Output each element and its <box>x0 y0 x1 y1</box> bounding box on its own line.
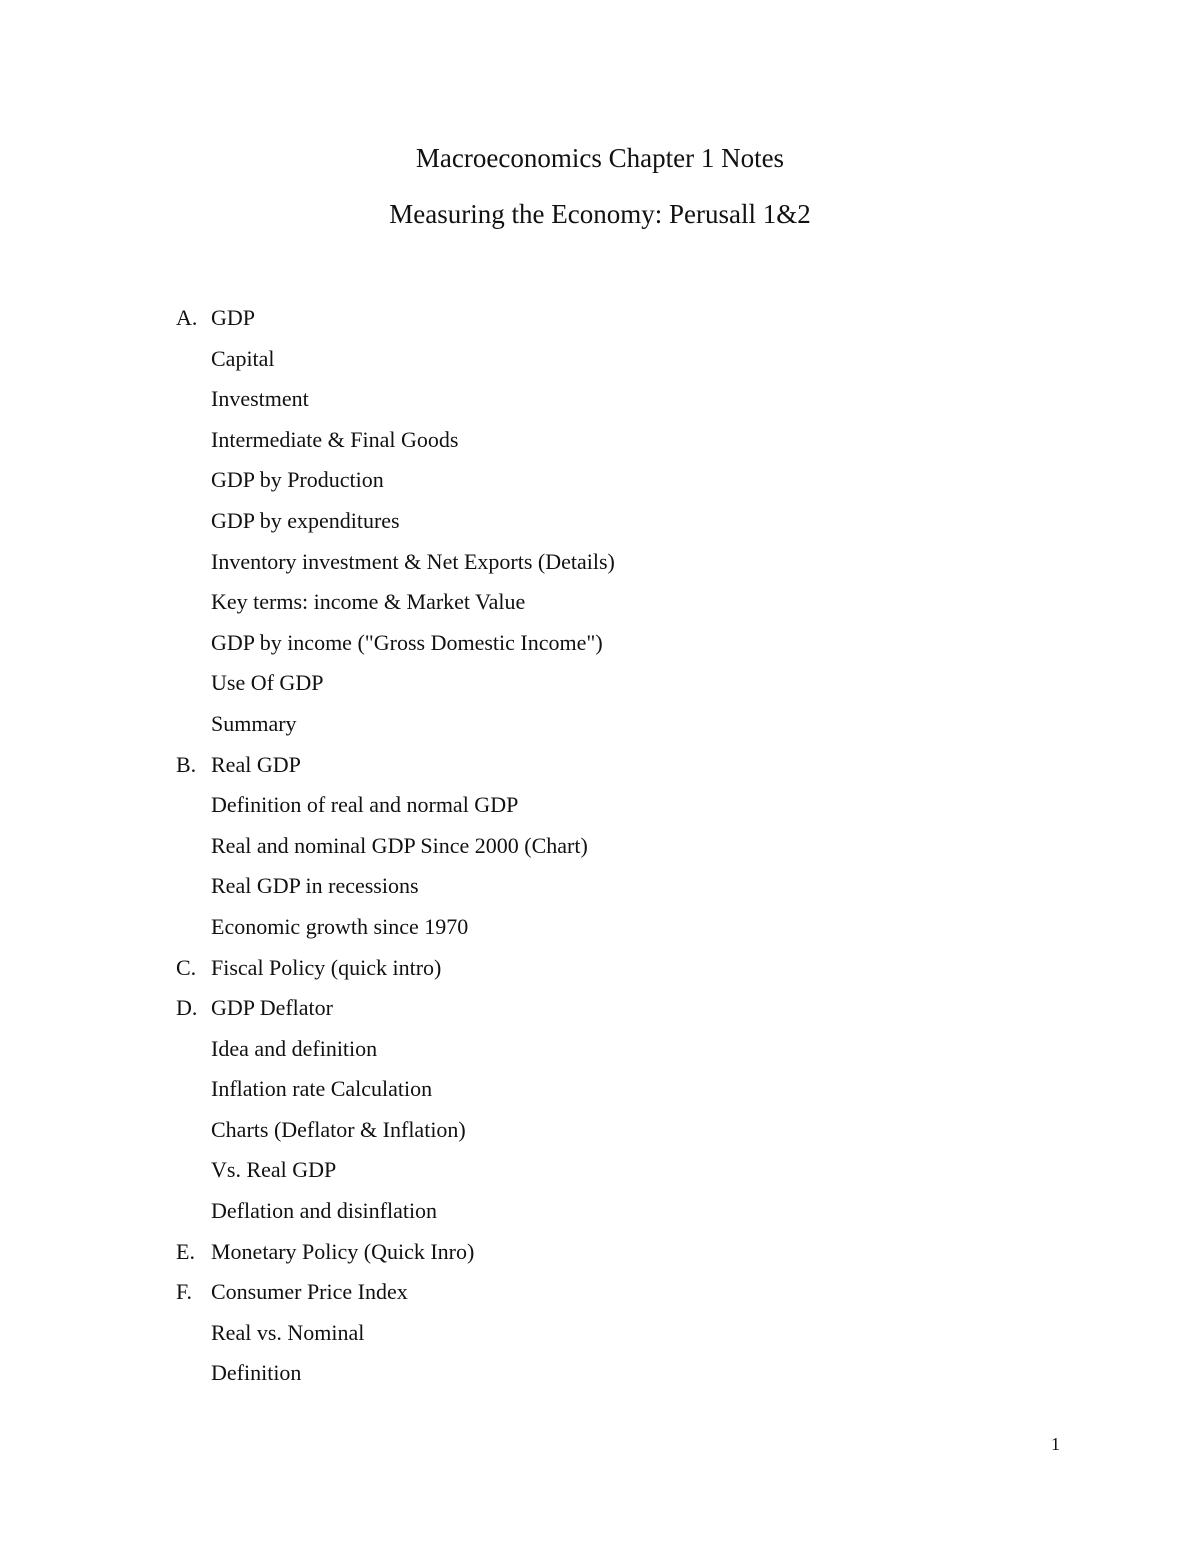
section-heading: GDP <box>211 305 256 330</box>
subtopic-text: Intermediate & Final Goods <box>211 426 459 452</box>
outline-marker: E. <box>176 1238 195 1264</box>
section-heading: Real GDP <box>211 751 301 777</box>
outline-section <box>0 749 1200 790</box>
subtopic-text: Key terms: income & Market Value <box>211 589 526 615</box>
outline-item <box>0 424 1200 465</box>
outline-item <box>0 586 1200 627</box>
outline-section <box>0 1276 1200 1317</box>
section-heading: GDP Deflator <box>211 995 333 1021</box>
subtopic-text: Use Of GDP <box>211 670 324 696</box>
subtopic-text: Vs. Real GDP <box>211 1157 337 1183</box>
subtopic-text: Charts (Deflator & Inflation) <box>211 1116 466 1142</box>
subtopic-text: Inflation rate Calculation <box>211 1076 433 1102</box>
outline-marker: F. <box>176 1279 192 1305</box>
subtopic-text: Deflation and disinflation <box>211 1198 438 1224</box>
outline-item <box>0 1154 1200 1195</box>
document-title: Macroeconomics Chapter 1 Notes <box>415 143 785 173</box>
subtopic-text: Real GDP in recessions <box>211 873 419 899</box>
outline-section <box>0 302 1200 343</box>
subtopic-text: Definition of real and normal GDP <box>211 792 519 818</box>
document-subtitle: Measuring the Economy: Perusall 1&2 <box>389 199 811 229</box>
outline-list <box>0 302 1200 1398</box>
outline-item <box>0 464 1200 505</box>
subtopic-text: Economic growth since 1970 <box>211 913 469 939</box>
outline-marker: D. <box>176 995 198 1021</box>
outline-item <box>0 1073 1200 1114</box>
outline-section <box>0 952 1200 993</box>
outline-item <box>0 789 1200 830</box>
outline-item <box>0 1114 1200 1155</box>
outline-marker: C. <box>176 954 197 980</box>
subtopic-text: Investment <box>211 386 309 412</box>
subtopic-text: Capital <box>211 345 275 371</box>
subtopic-text: GDP by income ("Gross Domestic Income") <box>211 629 603 655</box>
subtopic-text: Inventory investment & Net Exports (Details) <box>211 548 615 574</box>
outline-item <box>0 383 1200 424</box>
outline-item <box>0 870 1200 911</box>
outline-section <box>0 1236 1200 1277</box>
outline-item <box>0 1357 1200 1398</box>
subtopic-text: Idea and definition <box>211 1035 378 1061</box>
outline-item <box>0 1033 1200 1074</box>
outline-item <box>0 505 1200 546</box>
subtopic-text: GDP by Production <box>211 467 384 493</box>
outline-marker: B. <box>176 751 197 777</box>
outline-item <box>0 830 1200 871</box>
subtopic-text: Real and nominal GDP Since 2000 (Chart) <box>211 832 588 858</box>
outline-item <box>0 911 1200 952</box>
outline-item <box>0 546 1200 587</box>
outline-item <box>0 708 1200 749</box>
outline-marker: A. <box>176 305 198 330</box>
section-heading: Consumer Price Index <box>211 1279 408 1305</box>
subtopic-text: Definition <box>211 1360 302 1386</box>
section-heading: Fiscal Policy (quick intro) <box>211 954 442 980</box>
outline-section <box>0 992 1200 1033</box>
subtopic-text: GDP by expenditures <box>211 507 400 533</box>
outline-item <box>0 627 1200 668</box>
section-heading: Monetary Policy (Quick Inro) <box>211 1238 475 1264</box>
outline-item <box>0 667 1200 708</box>
outline-item <box>0 1195 1200 1236</box>
page-number: 1 <box>1051 1434 1060 1454</box>
subtopic-text: Summary <box>211 710 297 736</box>
outline-item <box>0 1317 1200 1358</box>
subtopic-text: Real vs. Nominal <box>211 1319 365 1345</box>
outline-item <box>0 343 1200 384</box>
